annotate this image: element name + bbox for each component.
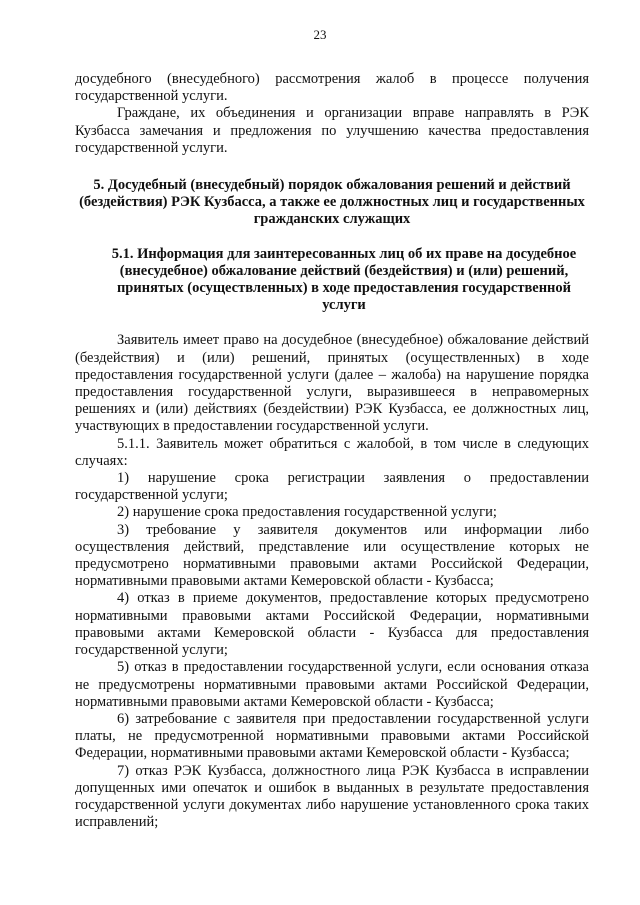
paragraph-right-to-appeal: Заявитель имеет право на досудебное (внесудебное) обжалование действий (бездействия) и (или) решений, принятых (осуществленных) в ходе предоставления государственной услуги (далее – жалоба) на нарушение порядка предоставления государственной услуги, выразившееся в неправомерных решениях и (или) действиях (бездействии) РЭК Кузбасса, ее должностных лиц, участвующих в предоставлении государственной услуги.	[75, 332, 589, 435]
list-item-7: 7) отказ РЭК Кузбасса, должностного лица РЭК Кузбасса в исправлении допущенных ими опечаток и ошибок в выданных в результате предоставления государственной услуги документах либо нарушение установленного срока таких исправлений;	[75, 762, 589, 831]
list-item-2: 2) нарушение срока предоставления государственной услуги;	[117, 504, 497, 521]
list-item-6: 6) затребование с заявителя при предоставлении государственной услуги платы, не предусмотренной нормативными правовыми актами Российской Федерации, нормативными правовыми актами Кемеровской области - Кузбасса;	[75, 710, 589, 762]
subsection-heading: 5.1. Информация для заинтересованных лиц об их праве на досудебное (внесудебное) обжалование действий (бездействия) и (или) решений, принятых (осуществленных) в ходе предоставления государственной услуги	[111, 245, 577, 314]
section-heading: 5. Досудебный (внесудебный) порядок обжалования решений и действий (бездействия) РЭК Кузбасса, а также ее должностных лиц и государственных гражданских служащих	[79, 177, 585, 228]
paragraph-continuation: досудебного (внесудебного) рассмотрения жалоб в процессе получения государственной услуги.	[75, 71, 589, 105]
list-item-5: 5) отказ в предоставлении государственной услуги, если основания отказа не предусмотрены нормативными правовыми актами Российской Федерации, нормативными правовыми актами Кемеровской области - Кузбасса;	[75, 659, 589, 710]
page-number: 23	[313, 27, 327, 42]
document-body	[75, 71, 589, 831]
spacer	[75, 314, 589, 332]
list-item-1: 1) нарушение срока регистрации заявления о предоставлении государственной услуги;	[75, 470, 589, 504]
paragraph-cases-intro: 5.1.1. Заявитель может обратиться с жалобой, в том числе в следующих случаях:	[75, 435, 589, 469]
paragraph-citizens: Граждане, их объединения и организации вправе направлять в РЭК Кузбасса замечания и предложения по улучшению качества предоставления государственной услуги.	[75, 105, 589, 156]
list-item-3: 3) требование у заявителя документов или информации либо осуществления действий, представление или осуществление которых не предусмотрено нормативными правовыми актами Российской Федерации, нормативными правовыми актами Кемеровской области - Кузбасса;	[75, 521, 589, 590]
list-item-4: 4) отказ в приеме документов, предоставление которых предусмотрено нормативными правовыми актами Российской Федерации, нормативными правовыми актами Кемеровской области - Кузбасса для предоставления государственной услуги;	[75, 590, 589, 659]
